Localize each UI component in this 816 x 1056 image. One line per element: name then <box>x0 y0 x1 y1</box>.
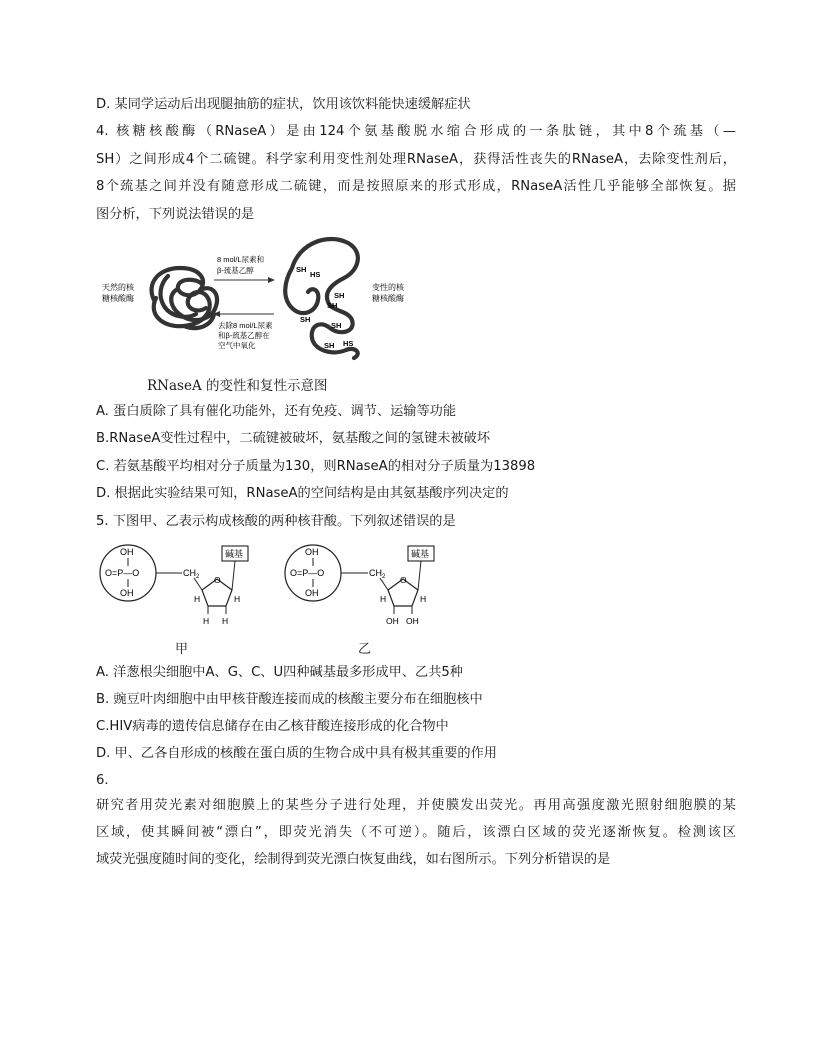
denatured-label-1: 变性的核 <box>372 283 404 292</box>
sh-label-6: SH <box>324 341 335 350</box>
q4-option-c: C. 若氨基酸平均相对分子质量为130，则RNaseA的相对分子质量为13898 <box>96 459 536 474</box>
sh-label-2: SH <box>334 291 345 300</box>
ring-oxygen: O <box>400 575 407 585</box>
oh-label: OH <box>386 616 399 626</box>
q5-option-b: B. 豌豆叶肉细胞中由甲核苷酸连接而成的核酸主要分布在细胞核中 <box>96 692 483 707</box>
denature-arrow <box>214 277 275 283</box>
denature-condition-2: β-巯基乙醇 <box>217 266 254 275</box>
nucleotide-yi <box>285 545 434 626</box>
native-label-1: 天然的核 <box>102 283 134 292</box>
q4-stem-line-4: 图分析，下列说法错误的是 <box>96 207 255 222</box>
q6-stem-line-1: 研究者用荧光素对细胞膜上的某些分子进行处理，并使膜发出荧光。再用高强度激光照射细胞膜的某 <box>96 798 736 813</box>
denature-condition-1: 8 mol/L尿素和 <box>217 255 265 264</box>
renature-arrow <box>213 311 274 317</box>
label-jia: 甲 <box>175 642 189 657</box>
sh-label-1: SH <box>296 265 307 274</box>
ch2-label: $CH_2$ <box>369 568 386 580</box>
renature-condition-1: 去除8 mol/L尿素 <box>218 321 273 330</box>
h-label: H <box>380 594 387 604</box>
q4-stem-line-3: 8个巯基之间并没有随意形成二硫键，而是按照原来的形式形成，RNaseA活性几乎能够全部恢复。据 <box>96 179 736 194</box>
q4-stem-line-1: 4. 核糖核酸酶（RNaseA）是由124个氨基酸脱水缩合形成的一条肽链，其中8个巯基（— <box>96 124 736 139</box>
denatured-label-2: 糖核酸酶 <box>372 294 404 303</box>
phosphate-label: O=P—O <box>105 568 140 578</box>
q6-number: 6. <box>96 773 109 788</box>
nucleotide-jia <box>100 545 248 626</box>
rnasea-figure <box>96 228 406 366</box>
sh-label-5: SH <box>331 321 342 330</box>
sh-label-3: SH <box>327 301 338 310</box>
oh-label: OH <box>406 616 419 626</box>
figure-caption: RNaseA 的变性和复性示意图 <box>147 378 328 394</box>
oh-label: OH <box>120 547 134 557</box>
label-yi: 乙 <box>358 642 372 657</box>
oh-label: OH <box>305 547 319 557</box>
oh-label: OH <box>120 588 134 598</box>
q5-option-d: D. 甲、乙各自形成的核酸在蛋白质的生物合成中具有极其重要的作用 <box>96 746 497 761</box>
sh-label-4: SH <box>300 315 311 324</box>
q5-option-a: A. 洋葱根尖细胞中A、G、C、U四种碱基最多形成甲、乙共5种 <box>96 665 463 680</box>
h-label: H <box>203 616 210 626</box>
h-label: H <box>194 594 201 604</box>
q6-stem-line-3: 域荧光强度随时间的变化，绘制得到荧光漂白恢复曲线，如右图所示。下列分析错误的是 <box>96 852 611 867</box>
q5-option-c: C.HIV病毒的遗传信息储存在由乙核苷酸连接形成的化合物中 <box>96 719 449 734</box>
hs-label-1: HS <box>310 270 321 279</box>
renature-condition-3: 空气中氧化 <box>218 341 256 350</box>
q6-stem-line-2: 区域，使其瞬间被“漂白”，即荧光消失（不可逆）。随后，该漂白区域的荧光逐渐恢复。检测该区 <box>96 825 736 840</box>
base-label: 碱基 <box>411 549 430 559</box>
q3-option-d: D. 某同学运动后出现腿抽筋的症状，饮用该饮料能快速缓解症状 <box>96 97 471 112</box>
phosphate-label: O=P—O <box>290 568 325 578</box>
h-label: H <box>222 616 229 626</box>
ch2-label: $CH_2$ <box>183 568 200 580</box>
q4-stem-line-2: SH）之间形成4个二硫键。科学家利用变性剂处理RNaseA，获得活性丧失的RNaseA，去除变性剂后， <box>96 152 736 167</box>
q5-stem: 5. 下图甲、乙表示构成核酸的两种核苷酸。下列叙述错误的是 <box>96 514 456 529</box>
nucleotide-figure <box>96 538 446 632</box>
native-protein-coil <box>152 268 218 328</box>
oh-label: OH <box>305 588 319 598</box>
q4-option-b: B.RNaseA变性过程中，二硫键被破坏，氨基酸之间的氢键未被破坏 <box>96 431 491 446</box>
ring-oxygen: O <box>214 575 221 585</box>
q4-option-a: A. 蛋白质除了具有催化功能外，还有免疫、调节、运输等功能 <box>96 404 457 419</box>
renature-condition-2: 和β-巯基乙醇在 <box>218 331 270 340</box>
hs-label-2: HS <box>343 339 354 348</box>
base-label: 碱基 <box>225 549 244 559</box>
h-label: H <box>234 594 241 604</box>
h-label: H <box>420 594 427 604</box>
q4-option-d: D. 根据此实验结果可知，RNaseA的空间结构是由其氨基酸序列决定的 <box>96 486 509 501</box>
native-label-2: 糖核酸酶 <box>102 294 134 303</box>
